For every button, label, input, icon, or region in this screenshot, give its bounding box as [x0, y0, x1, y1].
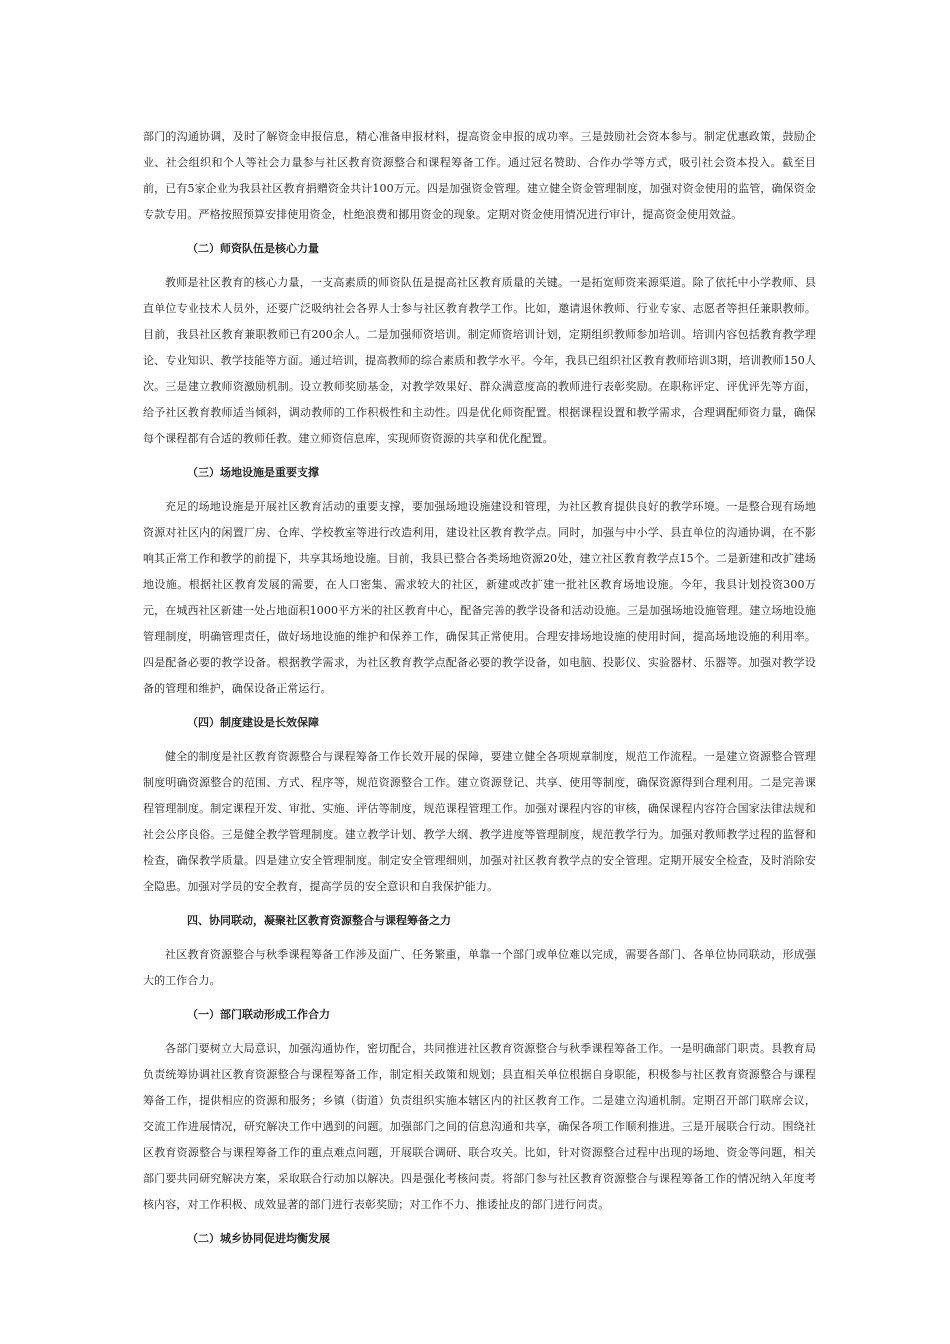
paragraph-teachers: 教师是社区教育的核心力量，一支高素质的师资队伍是提高社区教育质量的关键。一是拓宽师资来源渠道。除了依托中小学教师、县直单位专业技术人员外，还要广泛吸纳社会各界人士参与社区教育教学工作。比如，邀请退休教师、行业专家、志愿者等担任兼职教师。目前，我县社区教育兼职教师已有200余人。二是加强师资培训。制定师资培训计划，定期组织教师参加培训。培训内容包括教育教学理论、专业知识、教学技能等方面。通过培训，提高教师的综合素质和教学水平。今年，我县已组织社区教育教师培训3期，培训教师150人次。三是建立教师资激励机制。设立教师奖励基金，对教学效果好、群众满意度高的教师进行表彰奖励。在职称评定、评优评先等方面，给予社区教育教师适当倾斜，调动教师的工作积极性和主动性。四是优化师资配置。根据课程设置和教学需求，合理调配师资力量，确保每个课程都有合适的教师任教。建立师资信息库，实现师资资源的共享和优化配置。 — [143, 276, 816, 445]
heading-urban-rural: （二）城乡协同促进均衡发展 — [187, 1232, 330, 1245]
paragraph-departments: 各部门要树立大局意识，加强沟通协作，密切配合，共同推进社区教育资源整合与秋季课程筹备工作。一是明确部门职责。县教育局负责统筹协调社区教育资源整合与课程筹备工作，制定相关政策和规划；县直相关单位根据自身职能，积极参与社区教育资源整合与课程筹备工作，提供相应的资源和服务；乡镇（街道）负责组织实施本辖区内的社区教育工作。二是建立沟通机制。定期召开部门联席会议，交流工作进展情况，研究解决工作中遇到的问题。加强部门之间的信息沟通和共享，确保各项工作顺利推进。三是开展联合行动。围绕社区教育资源整合与课程筹备工作的重点难点问题，开展联合调研、联合攻关。比如，针对资源整合过程中出现的场地、资金等问题，相关部门要共同研究解决方案，采取联合行动加以解决。四是强化考核问责。将部门参与社区教育资源整合与课程筹备工作的情况纳入年度考核内容，对工作积极、成效显著的部门进行表彰奖励；对工作不力、推诿扯皮的部门进行问责。 — [143, 1042, 816, 1211]
document-body — [143, 124, 816, 1252]
heading-departments: （一）部门联动形成工作合力 — [187, 1008, 330, 1021]
paragraph-systems: 健全的制度是社区教育资源整合与课程筹备工作长效开展的保障，要建立健全各项规章制度，规范工作流程。一是建立资源整合管理制度明确资源整合的范围、方式、程序等，规范资源整合工作。建立资源登记、共享、使用等制度，确保资源得到合理利用。二是完善课程管理制度。制定课程开发、审批、实施、评估等制度，规范课程管理工作。加强对课程内容的审核，确保课程内容符合国家法律法规和社会公序良俗。三是健全教学管理制度。建立教学计划、教学大纲、教学进度等管理制度，规范教学行为。加强对教师教学过程的监督和检查，确保教学质量。四是建立安全管理制度。制定安全管理细则，加强对社区教育教学点的安全管理。定期开展安全检查，及时消除安全隐患。加强对学员的安全教育，提高学员的安全意识和自我保护能力。 — [143, 750, 816, 893]
heading-teachers: （二）师资队伍是核心力量 — [187, 242, 319, 255]
paragraph-funding: 部门的沟通协调，及时了解资金申报信息，精心准备申报材料，提高资金申报的成功率。三是鼓励社会资本参与。制定优惠政策，鼓励企业、社会组织和个人等社会力量参与社区教育资源整合和课程筹备工作。通过冠名赞助、合作办学等方式，吸引社会资本投入。截至目前，已有5家企业为我县社区教育捐赠资金共计100万元。四是加强资金管理。建立健全资金管理制度，加强对资金使用的监管，确保资金专款专用。严格按照预算安排使用资金，杜绝浪费和挪用资金的现象。定期对资金使用情况进行审计，提高资金使用效益。 — [143, 130, 816, 221]
paragraph-section-four: 社区教育资源整合与秋季课程筹备工作涉及面广、任务繁重，单靠一个部门或单位难以完成，需要各部门、各单位协同联动，形成强大的工作合力。 — [143, 948, 816, 987]
heading-systems: （四）制度建设是长效保障 — [187, 716, 319, 729]
heading-facilities: （三）场地设施是重要支撑 — [187, 466, 319, 479]
paragraph-facilities: 充足的场地设施是开展社区教育活动的重要支撑，要加强场地设施建设和管理，为社区教育提供良好的教学环境。一是整合现有场地资源对社区内的闲置厂房、仓库、学校教室等进行改造利用，建设社区教育教学点。同时，加强与中小学、县直单位的沟通协调，在不影响其正常工作和教学的前提下，共享其场地设施。目前，我县已整合各类场地资源20处，建立社区教育教学点15个。二是新建和改扩建场地设施。根据社区教育发展的需要，在人口密集、需求较大的社区，新建或改扩建一批社区教育场地设施。今年，我县计划投资300万元，在城西社区新建一处占地面积1000平方米的社区教育中心，配备完善的教学设备和活动设施。三是加强场地设施管理。建立场地设施管理制度，明确管理责任，做好场地设施的维护和保养工作，确保其正常使用。合理安排场地设施的使用时间，提高场地设施的利用率。四是配备必要的教学设备。根据教学需求，为社区教育教学点配备必要的教学设备，如电脑、投影仪、实验器材、乐器等。加强对教学设备的管理和维护，确保设备正常运行。 — [143, 500, 816, 695]
heading-section-four: 四、协同联动，凝聚社区教育资源整合与课程筹备之力 — [187, 914, 451, 927]
